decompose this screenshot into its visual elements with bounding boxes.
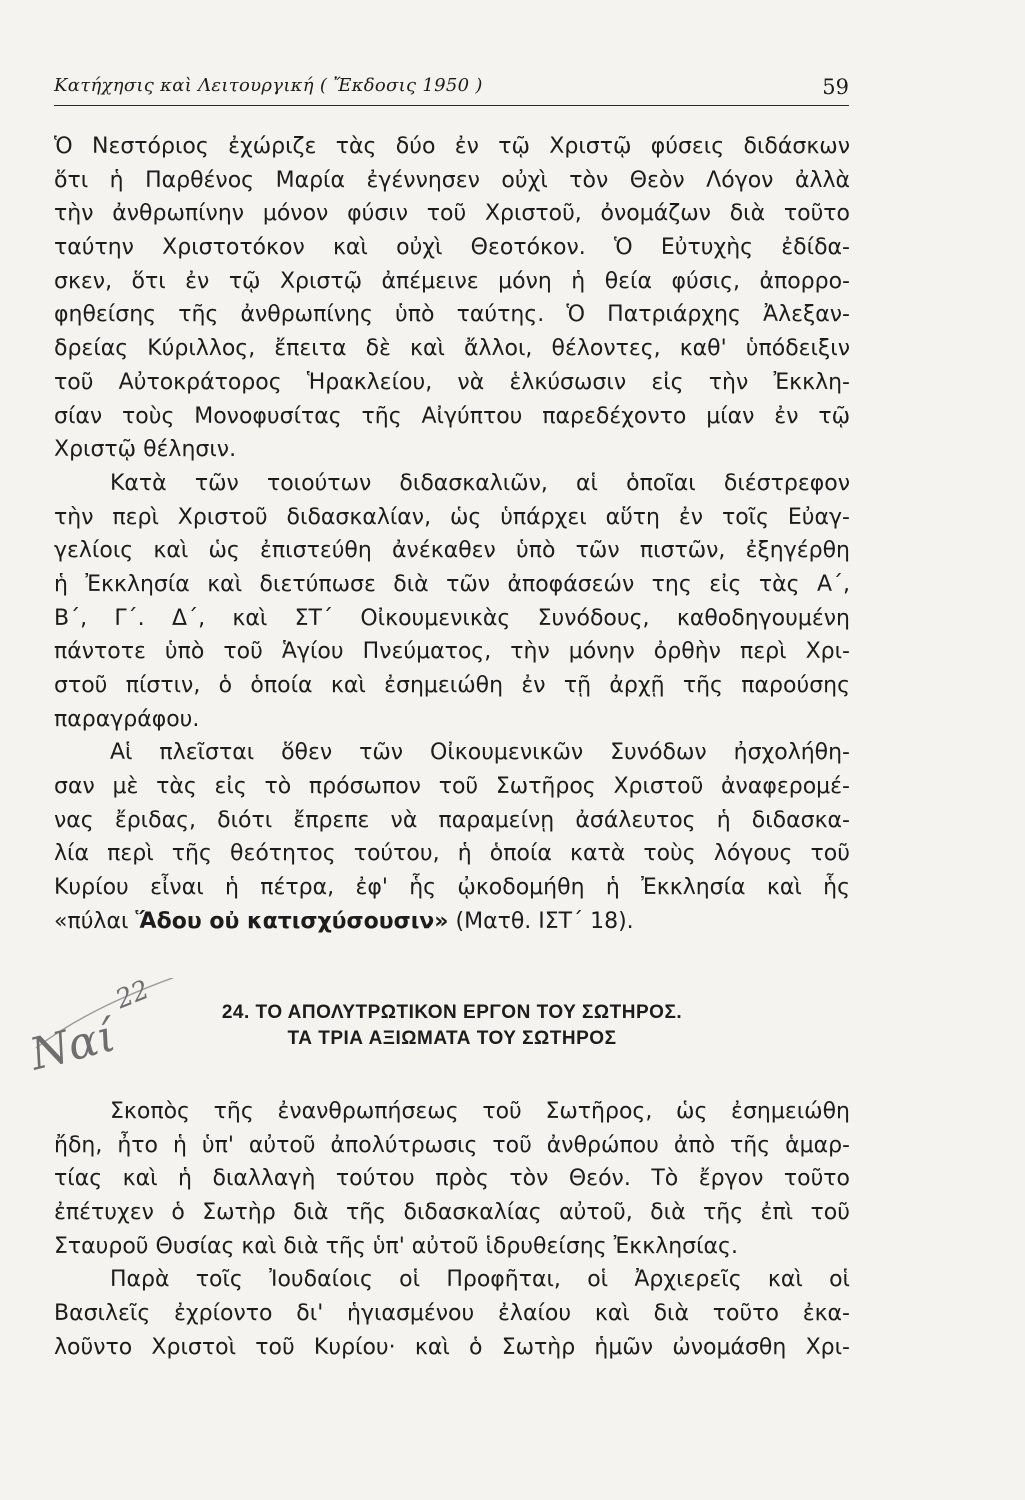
text-line: σαν μὲ τὰς εἰς τὸ πρόσωπον τοῦ Σωτῆρος Χριστοῦ ἀναφερομέ- bbox=[54, 774, 850, 800]
text-line: Βασιλεῖς ἐχρίοντο δι' ἡγιασμένου ἐλαίου καὶ διὰ τοῦτο ἐκα- bbox=[54, 1301, 850, 1327]
text-line: σκεν, ὅτι ἐν τῷ Χριστῷ ἀπέμεινε μόνη ἡ θεία φύσις, ἀπορρο- bbox=[54, 268, 850, 294]
text-line: τὴν ἀνθρωπίνην μόνον φύσιν τοῦ Χριστοῦ, ὀνομάζων διὰ τοῦτο bbox=[54, 201, 850, 227]
text-line: ταύτην Χριστοτόκον καὶ οὐχὶ Θεοτόκον. Ὁ Εὐτυχὴς ἐδίδα- bbox=[54, 235, 850, 261]
text-line: Σκοπὸς τῆς ἐνανθρωπήσεως τοῦ Σωτῆρος, ὡς ἐσημειώθη bbox=[110, 1099, 850, 1124]
text-line: λία περὶ τῆς θεότητος τούτου, ἡ ὁποία κατὰ τοὺς λόγους τοῦ bbox=[54, 841, 850, 867]
main-text-block bbox=[54, 130, 850, 939]
text-line: πάντοτε ὑπὸ τοῦ Ἁγίου Πνεύματος, τὴν μόνην ὀρθὴν περὶ Χρι- bbox=[54, 639, 850, 665]
text-line: Κυρίου εἶναι ἡ πέτρα, ἐφ' ἧς ᾠκοδομήθη ἡ Ἐκκλησία καὶ ἧς bbox=[54, 875, 850, 901]
text-line: λοῦντο Χριστοὶ τοῦ Κυρίου· καὶ ὁ Σωτὴρ ἡμῶν ὠνομάσθη Χρι- bbox=[54, 1334, 850, 1360]
section-heading-line-1: 24. ΤΟ ΑΠΟΛΥΤΡΩΤΙΚΟΝ ΕΡΓΟΝ ΤΟΥ ΣΩΤΗΡΟΣ. bbox=[221, 1002, 683, 1023]
header-title: Κατήχησις καὶ Λειτουργική ( Ἔκδοσις 1950 ) bbox=[54, 75, 483, 96]
text-line: Κατὰ τῶν τοιούτων διδασκαλιῶν, αἱ ὁποῖαι διέστρεφον bbox=[110, 470, 850, 496]
quote-before: «πύλαι bbox=[54, 908, 136, 934]
text-line: τὴν περὶ Χριστοῦ διδασκαλίαν, ὡς ὑπάρχει αὕτη ἐν τοῖς Εὐαγ- bbox=[54, 504, 850, 530]
running-header bbox=[54, 75, 849, 106]
section-24-text-block bbox=[54, 1095, 850, 1365]
text-line: Χριστῷ θέλησιν. bbox=[54, 437, 237, 463]
text-line: τοῦ Αὐτοκράτορος Ἡρακλείου, νὰ ἑλκύσωσιν εἰς τὴν Ἐκκλη- bbox=[54, 369, 850, 395]
text-line: Παρὰ τοῖς Ἰουδαίοις οἱ Προφῆται, οἱ Ἀρχιερεῖς καὶ οἱ bbox=[110, 1267, 850, 1293]
text-line: ἐπέτυχεν ὁ Σωτὴρ διὰ τῆς διδασκαλίας αὐτοῦ, διὰ τῆς ἐπὶ τοῦ bbox=[54, 1200, 850, 1226]
quote-after: (Ματθ. ΙΣΤ΄ 18). bbox=[448, 908, 634, 934]
text-line: Αἱ πλεῖσται ὅθεν τῶν Οἰκουμενικῶν Συνόδων ἠσχολήθη- bbox=[110, 740, 850, 766]
text-line: Ὁ Νεστόριος ἐχώριζε τὰς δύο ἐν τῷ Χριστῷ φύσεις διδάσκων bbox=[54, 134, 850, 159]
page-number: 59 bbox=[822, 75, 849, 99]
text-line: ἤδη, ἦτο ἡ ὑπ' αὐτοῦ ἀπολύτρωσις τοῦ ἀνθρώπου ἀπὸ τῆς ἁμαρ- bbox=[54, 1132, 850, 1158]
text-line: ἡ Ἐκκλησία καὶ διετύπωσε διὰ τῶν ἀποφάσεών της εἰς τὰς Α΄, bbox=[54, 571, 850, 597]
text-line: φηθείσης τῆς ἀνθρωπίνης ὑπὸ ταύτης. Ὁ Πατριάρχης Ἀλεξαν- bbox=[54, 302, 850, 328]
annotation-word: Ναί bbox=[25, 1010, 121, 1081]
text-line: Β΄, Γ΄. Δ΄, καὶ ΣΤ΄ Οἰκουμενικὰς Συνόδους, καθοδηγουμένη bbox=[54, 605, 850, 631]
text-line: σίαν τοὺς Μονοφυσίτας τῆς Αἰγύπτου παρεδέχοντο μίαν ἐν τῷ bbox=[54, 403, 850, 429]
annotation-number: 22 bbox=[111, 974, 154, 1016]
quote-line bbox=[54, 905, 850, 939]
text-line: στοῦ πίστιν, ὁ ὁποία καὶ ἐσημειώθη ἐν τῇ ἀρχῇ τῆς παρούσης bbox=[54, 673, 850, 698]
section-heading-line-2: ΤΑ ΤΡΙΑ ΑΞΙΩΜΑΤΑ ΤΟΥ ΣΩΤΗΡΟΣ bbox=[287, 1028, 617, 1049]
quote-bold: Ἅδου οὐ κατισχύσουσιν» bbox=[135, 908, 449, 934]
text-line: Σταυροῦ Θυσίας καὶ διὰ τῆς ὑπ' αὐτοῦ ἱδρυθείσης Ἐκκλησίας. bbox=[54, 1233, 738, 1259]
text-line: τίας καὶ ἡ διαλλαγὴ τούτου πρὸς τὸν Θεόν. Τὸ ἔργον τοῦτο bbox=[54, 1166, 850, 1192]
text-line: παραγράφου. bbox=[54, 706, 200, 732]
text-line: δρείας Κύριλλος, ἔπειτα δὲ καὶ ἄλλοι, θέλοντες, καθ' ὑπόδειξιν bbox=[54, 336, 850, 362]
text-line: ὅτι ἡ Παρθένος Μαρία ἐγέννησεν οὐχὶ τὸν Θεὸν Λόγον ἀλλὰ bbox=[54, 167, 850, 193]
text-line: νας ἔριδας, διότι ἔπρεπε νὰ παραμείνῃ ἀσάλευτος ἡ διδασκα- bbox=[54, 807, 850, 833]
text-line: γελίοις καὶ ὡς ἐπιστεύθη ἀνέκαθεν ὑπὸ τῶν πιστῶν, ἐξηγέρθη bbox=[54, 538, 850, 564]
